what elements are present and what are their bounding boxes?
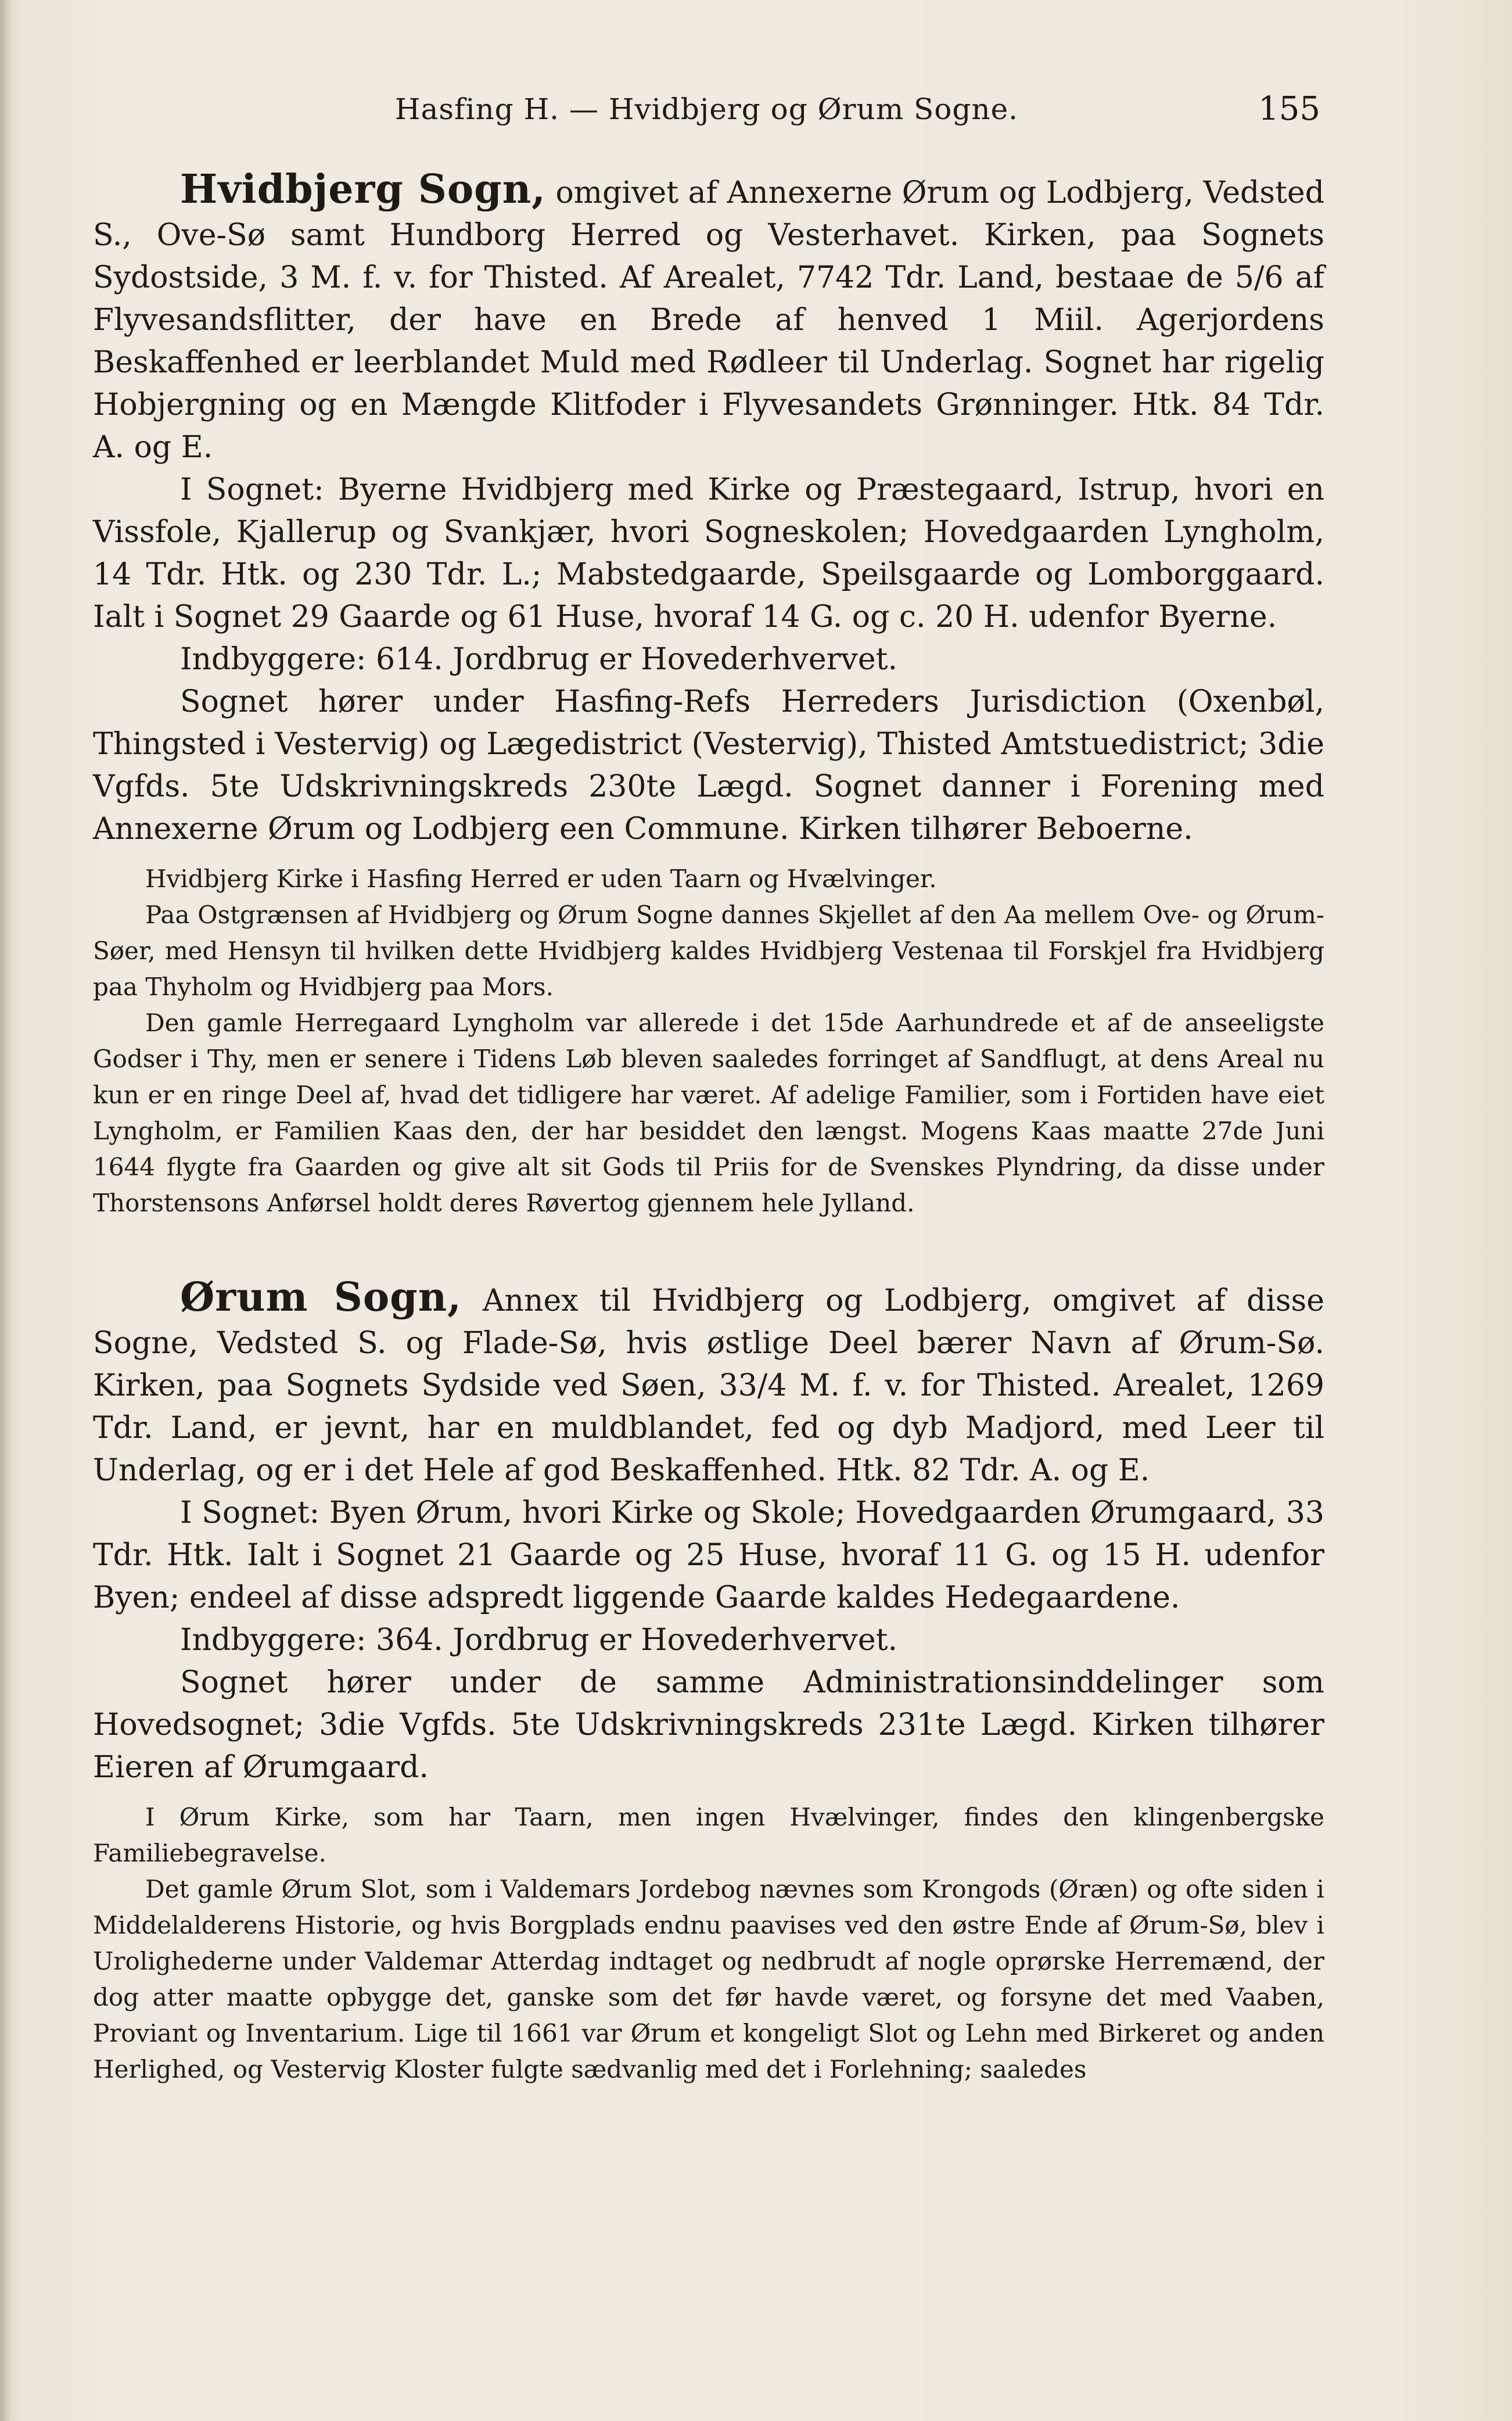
section-intro-text: omgivet af Annexerne Ørum og Lodbjerg, Vedsted S., Ove-Sø samt Hundborg Herred og Vesterhavet. Kirken, paa Sognets Sydostside, 3 M. f. v. for Thisted. Af Arealet, 7742 Tdr. Land, bestaae de 5/6 af Flyvesandsflitter, der have en Brede af henved 1 Miil. Agerjordens Beskaffenhed er leerblandet Muld med Rødleer til Underlag. Sognet har rigelig Hobjergning og en Mængde Klitfoder i Flyvesandets Grønninger. Htk. 84 Tdr. A. og E. xyxy=(93,175,1324,465)
section-heading-hvidbjerg: Hvidbjerg Sogn, xyxy=(180,166,546,213)
note-paragraph: I Ørum Kirke, som har Taarn, men ingen Hvælvinger, findes den klingenbergske Familiebegravelse. xyxy=(93,1803,1324,1867)
note-paragraph: Det gamle Ørum Slot, som i Valdemars Jordebog nævnes som Krongods (Øræn) og ofte siden i Middelalderens Historie, og hvis Borgplads endnu paavises ved den østre Ende af Ørum-Sø, blev i Urolighederne under Valdemar Atterdag indtaget og nedbrudt af nogle oprørske Herremænd, der dog atter maatte opbygge det, ganske som det før havde været, og forsyne det med Vaaben, Proviant og Inventarium. Lige til 1661 var Ørum et kongeligt Slot og Lehn med Birkeret og anden Herlighed, og Vestervig Kloster fulgte sædvanlig med det i Forlehning; saaledes xyxy=(93,1875,1324,2083)
villages-paragraph: I Sognet: Byen Ørum, hvori Kirke og Skole; Hovedgaarden Ørumgaard, 33 Tdr. Htk. Ialt i Sognet 21 Gaarde og 25 Huse, hvoraf 11 G. og 15 H. udenfor Byen; endeel af disse adspredt liggende Gaarde kaldes Hedegaardene. xyxy=(93,1495,1324,1615)
section-heading-orum: Ørum Sogn, xyxy=(180,1274,462,1321)
section-orum-intro xyxy=(93,1276,1324,1492)
page-number: 155 xyxy=(1258,90,1320,128)
page-header xyxy=(93,86,1320,132)
note-paragraph: Hvidbjerg Kirke i Hasfing Herred er uden Taarn og Hvælvinger. xyxy=(145,865,937,893)
section-hvidbjerg-intro xyxy=(93,168,1324,469)
population-paragraph: Indbyggere: 364. Jordbrug er Hovederhvervet. xyxy=(180,1623,898,1658)
running-title: Hasfing H. — Hvidbjerg og Ørum Sogne. xyxy=(394,92,1019,126)
note-paragraph: Den gamle Herregaard Lyngholm var allerede i det 15de Aarhundrede et af de anseeligste Godser i Thy, men er senere i Tidens Løb bleven saaledes forringet af Sandflugt, at dens Areal nu kun er en ringe Deel af, hvad det tidligere har været. Af adelige Familier, som i Fortiden have eiet Lyngholm, er Familien Kaas den, der har besiddet den længst. Mogens Kaas maatte 27de Juni 1644 flygte fra Gaarden og give alt sit Gods til Priis for de Svenskes Plyndring, da disse under Thorstensons Anførsel holdt deres Røvertog gjennem hele Jylland. xyxy=(93,1009,1324,1217)
population-paragraph: Indbyggere: 614. Jordbrug er Hovederhvervet. xyxy=(180,642,898,677)
section-intro-text: Annex til Hvidbjerg og Lodbjerg, omgivet af disse Sogne, Vedsted S. og Flade-Sø, hvis østlige Deel bærer Navn af Ørum-Sø. Kirken, paa Sognets Sydside ved Søen, 33/4 M. f. v. for Thisted. Arealet, 1269 Tdr. Land, er jevnt, har en muldblandet, fed og dyb Madjord, med Leer til Underlag, og er i det Hele af god Beskaffenhed. Htk. 82 Tdr. A. og E. xyxy=(93,1283,1325,1488)
villages-paragraph: I Sognet: Byerne Hvidbjerg med Kirke og Præstegaard, Istrup, hvori en Vissfole, Kjallerup og Svankjær, hvori Sogneskolen; Hovedgaarden Lyngholm, 14 Tdr. Htk. og 230 Tdr. L.; Mabstedgaarde, Speilsgaarde og Lomborggaard. Ialt i Sognet 29 Gaarde og 61 Huse, hvoraf 14 G. og c. 20 H. udenfor Byerne. xyxy=(93,472,1324,634)
note-paragraph: Paa Ostgrænsen af Hvidbjerg og Ørum Sogne dannes Skjellet af den Aa mellem Ove- og Ørum-Søer, med Hensyn til hvilken dette Hvidbjerg kaldes Hvidbjerg Vestenaa til Forskjel fra Hvidbjerg paa Thyholm og Hvidbjerg paa Mors. xyxy=(93,901,1324,1001)
page-body xyxy=(93,168,1324,2088)
jurisdiction-paragraph: Sognet hører under de samme Administrationsinddelinger som Hovedsognet; 3die Vgfds. 5te Udskrivningskreds 231te Lægd. Kirken tilhører Eieren af Ørumgaard. xyxy=(93,1665,1324,1785)
jurisdiction-paragraph: Sognet hører under Hasfing-Refs Herreders Jurisdiction (Oxenbøl, Thingsted i Vestervig) og Lægedistrict (Vestervig), Thisted Amtstuedistrict; 3die Vgfds. 5te Udskrivningskreds 230te Lægd. Sognet danner i Forening med Annexerne Ørum og Lodbjerg een Commune. Kirken tilhører Beboerne. xyxy=(93,684,1324,847)
